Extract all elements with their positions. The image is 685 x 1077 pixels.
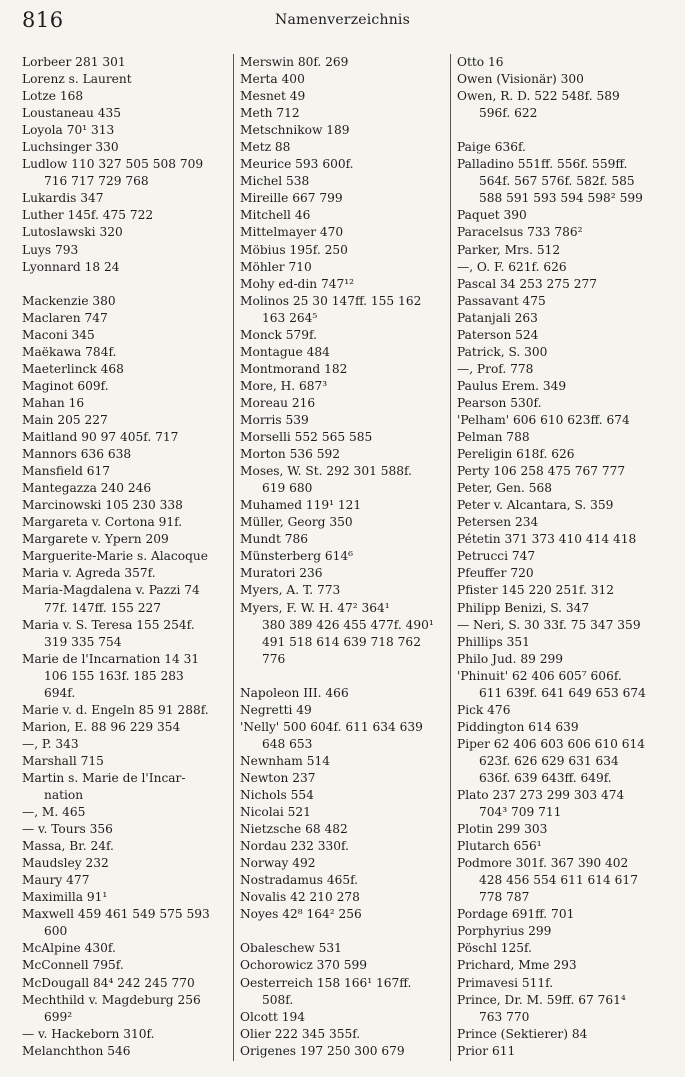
index-entry: Mundt 786 — [240, 532, 309, 547]
page-number: 816 — [22, 8, 64, 32]
index-entry: Metz 88 — [240, 140, 291, 155]
index-entry: Plutarch 656¹ — [457, 839, 542, 854]
index-entry: Paige 636f. — [457, 140, 526, 155]
index-entry: Prior 611 — [457, 1043, 516, 1058]
index-entry: Loustaneau 435 — [22, 106, 122, 121]
index-entry: Martin s. Marie de l'Incar- — [22, 770, 186, 785]
index-entry: Pearson 530f. — [457, 395, 542, 410]
index-entry: Lyonnard 18 24 — [22, 259, 120, 274]
index-entry: Palladino 551ff. 556f. 559ff. — [457, 157, 628, 172]
index-entry: Massa, Br. 24f. — [22, 839, 114, 854]
index-entry: 'Nelly' 500 604f. 611 634 639 — [240, 719, 423, 734]
index-entry: Marie v. d. Engeln 85 91 288f. — [22, 702, 209, 717]
index-entry: Mesnet 49 — [240, 89, 306, 104]
index-entry: Nicolai 521 — [240, 805, 311, 820]
index-entry: Olcott 194 — [240, 1009, 305, 1024]
index-entry-continuation: 588 591 593 594 598² 599 — [479, 191, 643, 206]
index-entry: Montmorand 182 — [240, 361, 348, 376]
index-entry: McConnell 795f. — [22, 958, 124, 973]
index-entry-continuation: 636f. 639 643ff. 649f. — [479, 770, 612, 785]
index-entry: Mireille 667 799 — [240, 191, 343, 206]
letter-group-spacer — [240, 668, 448, 685]
index-entry: Prince (Sektierer) 84 — [457, 1026, 588, 1041]
index-entry-continuation: 319 335 754 — [44, 634, 122, 649]
index-entry: Michel 538 — [240, 174, 310, 189]
index-entry: Novalis 42 210 278 — [240, 890, 360, 905]
index-entry: Muhamed 119¹ 121 — [240, 498, 362, 513]
index-entry: Philipp Benizi, S. 347 — [457, 600, 590, 615]
index-entry: Perty 106 258 475 767 777 — [457, 464, 626, 479]
index-entry: Ludlow 110 327 505 508 709 — [22, 157, 204, 172]
index-entry: Luther 145f. 475 722 — [22, 208, 154, 223]
index-entry-continuation: 508f. — [262, 992, 294, 1007]
index-entry: Plotin 299 303 — [457, 822, 548, 837]
index-entry: Pöschl 125f. — [457, 941, 532, 956]
index-entry-continuation: 716 717 729 768 — [44, 174, 149, 189]
index-entry: Maria-Magdalena v. Pazzi 74 — [22, 583, 200, 598]
index-entry-continuation: nation — [44, 788, 84, 803]
index-entry-continuation: 694f. — [44, 685, 76, 700]
index-entry: Paracelsus 733 786² — [457, 225, 583, 240]
letter-group-spacer — [457, 122, 677, 139]
index-entry: 'Phinuit' 62 406 605⁷ 606f. — [457, 668, 622, 683]
index-entry: Paulus Erem. 349 — [457, 378, 567, 393]
index-entry: Maria v. Agreda 357f. — [22, 566, 156, 581]
index-entry: Pelman 788 — [457, 430, 530, 445]
index-entry: Mohy ed-din 747¹² — [240, 276, 355, 291]
running-head: Namenverzeichnis — [275, 12, 410, 28]
index-entry: Porphyrius 299 — [457, 924, 552, 939]
index-entry: Meurice 593 600f. — [240, 157, 354, 172]
index-entry: Münsterberg 614⁶ — [240, 549, 354, 564]
column-divider — [450, 54, 451, 1061]
index-entry: Olier 222 345 355f. — [240, 1026, 361, 1041]
index-entry: Pfister 145 220 251f. 312 — [457, 583, 615, 598]
index-entry: Morris 539 — [240, 412, 309, 427]
index-entry: McAlpine 430f. — [22, 941, 116, 956]
index-entry: — Neri, S. 30 33f. 75 347 359 — [457, 617, 641, 632]
index-entry: Petrucci 747 — [457, 549, 536, 564]
index-entry: Owen (Visionär) 300 — [457, 72, 584, 87]
index-entry: —, O. F. 621f. 626 — [457, 259, 567, 274]
index-entry: Noyes 42⁸ 164² 256 — [240, 907, 362, 922]
index-entry-continuation: 704³ 709 711 — [479, 805, 562, 820]
index-entry: Moses, W. St. 292 301 588f. — [240, 464, 412, 479]
index-entry: Myers, A. T. 773 — [240, 583, 341, 598]
index-entry-continuation: 763 770 — [479, 1009, 530, 1024]
index-entry: Lukardis 347 — [22, 191, 104, 206]
index-entry: Morselli 552 565 585 — [240, 430, 373, 445]
index-entry-continuation: 778 787 — [479, 890, 530, 905]
index-entry: Mahan 16 — [22, 395, 85, 410]
index-entry: Parker, Mrs. 512 — [457, 242, 561, 257]
index-entry: Marion, E. 88 96 229 354 — [22, 719, 181, 734]
index-entry: Lutoslawski 320 — [22, 225, 123, 240]
index-entry: Nietzsche 68 482 — [240, 822, 348, 837]
index-entry: Mannors 636 638 — [22, 447, 132, 462]
index-entry: Primavesi 511f. — [457, 975, 554, 990]
index-entry: Nichols 554 — [240, 788, 314, 803]
index-entry: Mantegazza 240 246 — [22, 481, 152, 496]
index-entry: Paquet 390 — [457, 208, 527, 223]
index-entry: Marcinowski 105 230 338 — [22, 498, 183, 513]
index-entry: Pascal 34 253 275 277 — [457, 276, 597, 291]
index-entry: Owen, R. D. 522 548f. 589 — [457, 89, 620, 104]
index-entry: Lorenz s. Laurent — [22, 72, 132, 87]
index-entry: Piddington 614 639 — [457, 719, 579, 734]
index-entry: Petersen 234 — [457, 515, 539, 530]
index-entry: Newnham 514 — [240, 753, 330, 768]
index-entry: Prince, Dr. M. 59ff. 67 761⁴ — [457, 992, 626, 1007]
index-entry: Pereligin 618f. 626 — [457, 447, 575, 462]
index-entry: Ochorowicz 370 599 — [240, 958, 368, 973]
index-entry-continuation: 611 639f. 641 649 653 674 — [479, 685, 646, 700]
index-entry: Napoleon III. 466 — [240, 685, 349, 700]
index-entry: Otto 16 — [457, 55, 504, 69]
index-entry: More, H. 687³ — [240, 378, 328, 393]
index-entry: Maclaren 747 — [22, 310, 108, 325]
index-entry: Marshall 715 — [22, 753, 104, 768]
index-entry: Phillips 351 — [457, 634, 530, 649]
index-entry: Margareta v. Cortona 91f. — [22, 515, 183, 530]
index-entry: Marguerite-Marie s. Alacoque — [22, 549, 208, 564]
index-entry-continuation: 163 264⁵ — [262, 310, 318, 325]
index-entry: Plato 237 273 299 303 474 — [457, 788, 625, 803]
index-entry: Pfeuffer 720 — [457, 566, 534, 581]
index-entry-continuation: 623f. 626 629 631 634 — [479, 753, 619, 768]
index-entry: Origenes 197 250 300 679 — [240, 1043, 405, 1058]
index-entry: Patanjali 263 — [457, 310, 538, 325]
index-entry: Morton 536 592 — [240, 447, 340, 462]
index-entry: — v. Tours 356 — [22, 822, 113, 837]
index-entry: Podmore 301f. 367 390 402 — [457, 856, 629, 871]
index-entry: Luchsinger 330 — [22, 140, 119, 155]
index-entry: Molinos 25 30 147ff. 155 162 — [240, 293, 422, 308]
index-column-1 — [22, 54, 229, 1067]
index-entry: Piper 62 406 603 606 610 614 — [457, 736, 646, 751]
index-column-3 — [457, 54, 677, 1067]
index-entry: Paterson 524 — [457, 327, 539, 342]
index-entry: Merswin 80f. 269 — [240, 55, 349, 69]
index-entry: Peter v. Alcantara, S. 359 — [457, 498, 614, 513]
index-entry: Maria v. S. Teresa 155 254f. — [22, 617, 195, 632]
index-entry: Negretti 49 — [240, 702, 312, 717]
index-entry: Nordau 232 330f. — [240, 839, 349, 854]
index-entry: Mitchell 46 — [240, 208, 311, 223]
index-entry: Meth 712 — [240, 106, 300, 121]
index-entry: Monck 579f. — [240, 327, 317, 342]
index-entry: Müller, Georg 350 — [240, 515, 353, 530]
index-column-2 — [240, 54, 448, 1067]
index-entry: Nostradamus 465f. — [240, 873, 359, 888]
index-entry-continuation: 600 — [44, 924, 68, 939]
index-entry: Obaleschew 531 — [240, 941, 342, 956]
index-entry: Muratori 236 — [240, 566, 323, 581]
index-entry: Metschnikow 189 — [240, 123, 350, 138]
index-entry: Prichard, Mme 293 — [457, 958, 577, 973]
index-entry: Maeterlinck 468 — [22, 361, 124, 376]
index-entry: Maudsley 232 — [22, 856, 109, 871]
column-divider — [233, 54, 234, 1061]
index-entry: Myers, F. W. H. 47² 364¹ — [240, 600, 390, 615]
index-entry-continuation: 77f. 147ff. 155 227 — [44, 600, 161, 615]
index-entry: Mechthild v. Magdeburg 256 — [22, 992, 201, 1007]
index-entry: Maëkawa 784f. — [22, 344, 117, 359]
index-entry: Main 205 227 — [22, 412, 108, 427]
index-entry: Maitland 90 97 405f. 717 — [22, 430, 179, 445]
index-entry-continuation: 776 — [262, 651, 286, 666]
index-entry: —, M. 465 — [22, 805, 86, 820]
index-entry-continuation: 619 680 — [262, 481, 313, 496]
index-entry: Möhler 710 — [240, 259, 312, 274]
index-entry: Maury 477 — [22, 873, 90, 888]
index-entry: Montague 484 — [240, 344, 330, 359]
index-entry: Maconi 345 — [22, 327, 95, 342]
index-entry-continuation: 699² — [44, 1009, 73, 1024]
index-entry: Mittelmayer 470 — [240, 225, 344, 240]
letter-group-spacer — [22, 276, 229, 293]
index-entry-continuation: 596f. 622 — [479, 106, 538, 121]
index-entry: Oesterreich 158 166¹ 167ff. — [240, 975, 412, 990]
index-entry: Lorbeer 281 301 — [22, 55, 126, 69]
index-entry: Maxwell 459 461 549 575 593 — [22, 907, 210, 922]
index-entry: Maximilla 91¹ — [22, 890, 108, 905]
letter-group-spacer — [240, 923, 448, 940]
index-entry: Philo Jud. 89 299 — [457, 651, 563, 666]
index-entry: Norway 492 — [240, 856, 316, 871]
index-entry: Margarete v. Ypern 209 — [22, 532, 169, 547]
index-entry-continuation: 564f. 567 576f. 582f. 585 — [479, 174, 635, 189]
index-entry: Mansfield 617 — [22, 464, 111, 479]
index-entry: Passavant 475 — [457, 293, 546, 308]
index-entry: Maginot 609f. — [22, 378, 109, 393]
index-entry-continuation: 428 456 554 611 614 617 — [479, 873, 638, 888]
index-entry: Pétetin 371 373 410 414 418 — [457, 532, 637, 547]
index-entry: Mackenzie 380 — [22, 293, 116, 308]
index-entry-continuation: 491 518 614 639 718 762 — [262, 634, 421, 649]
index-entry: — v. Hackeborn 310f. — [22, 1026, 155, 1041]
index-entry: Moreau 216 — [240, 395, 316, 410]
index-entry: —, Prof. 778 — [457, 361, 534, 376]
index-entry: Pordage 691ff. 701 — [457, 907, 575, 922]
index-entry: Loyola 70¹ 313 — [22, 123, 115, 138]
index-entry: Luys 793 — [22, 242, 79, 257]
index-entry: Lotze 168 — [22, 89, 84, 104]
index-entry: Möbius 195f. 250 — [240, 242, 348, 257]
index-entry: Merta 400 — [240, 72, 305, 87]
index-entry: 'Pelham' 606 610 623ff. 674 — [457, 412, 630, 427]
index-entry: —, P. 343 — [22, 736, 79, 751]
index-entry-continuation: 106 155 163f. 185 283 — [44, 668, 184, 683]
index-entry: Melanchthon 546 — [22, 1043, 131, 1058]
index-entry-continuation: 648 653 — [262, 736, 313, 751]
index-entry: Peter, Gen. 568 — [457, 481, 553, 496]
index-entry: Pick 476 — [457, 702, 511, 717]
index-entry: McDougall 84⁴ 242 245 770 — [22, 975, 195, 990]
index-entry: Patrick, S. 300 — [457, 344, 548, 359]
index-entry: Newton 237 — [240, 770, 316, 785]
index-entry: Marie de l'Incarnation 14 31 — [22, 651, 200, 666]
index-entry-continuation: 380 389 426 455 477f. 490¹ — [262, 617, 434, 632]
